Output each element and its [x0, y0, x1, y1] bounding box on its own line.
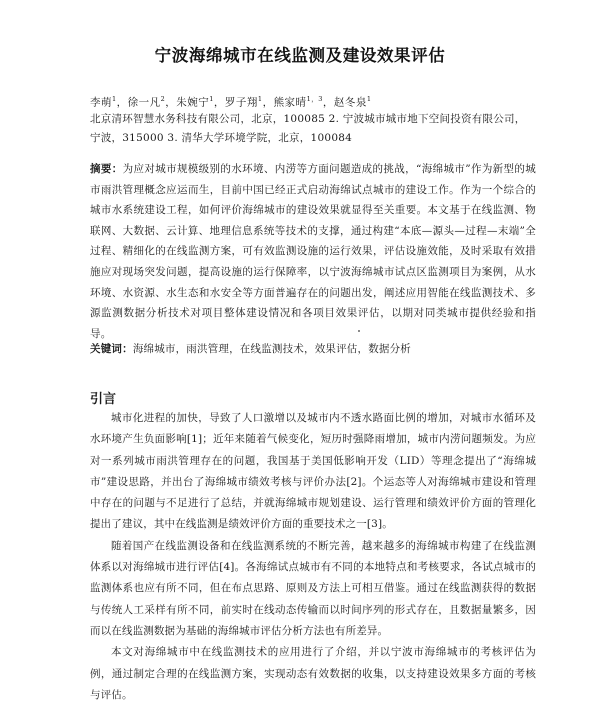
- author-separator: ，: [116, 96, 128, 109]
- speck-mark: [358, 330, 360, 332]
- keywords: [90, 341, 536, 356]
- paragraph: 本文对海绵城市中在线监测技术的应用进行了介绍，并以宁波市海绵城市的考核评估为例，通过制定合理的在线监测方案，实现动态有效数据的收集，以支持建设效果多方面的考核与评估。: [90, 646, 536, 701]
- author-name: 罗子翔: [224, 96, 258, 109]
- paper-title: 宁波海绵城市在线监测及建设效果评估: [154, 46, 446, 65]
- affiliation-line: 宁波，315000 3. 清华大学环境学院，北京，100084: [90, 132, 353, 144]
- author-affiliation-mark: 1: [257, 95, 263, 103]
- keywords-text: 海绵城市，雨洪管理，在线监测技术，效果评估，数据分析: [132, 343, 412, 355]
- author-affiliation-mark: 2: [160, 95, 166, 103]
- author-name: 赵冬泉: [333, 96, 367, 109]
- affiliation-line: 北京清环智慧水务科技有限公司，北京，100085 2. 宁波城市城市地下空间投资有限公司，: [90, 113, 526, 125]
- paragraph: 随着国产在线监测设备和在线监测系统的不断完善，越来越多的海绵城市构建了在线监测体系以对海绵城市进行评估[4]。各海绵试点城市有不同的本地特点和考核要求，各试点城市的监测体系也应有所不同，但在布点思路、原则及方法上可相互借鉴。通过在线监测获得的数据与传统人工采样有所不同，前实时在线动态传输而以时间序列的形式存在，且数据量繁多，因而以在线监测数据为基础的海绵城市评估分析方法也有所差异。: [90, 539, 536, 637]
- author-affiliation-mark: 1，3: [306, 95, 323, 103]
- author-separator: ，: [322, 96, 334, 109]
- author-list: [90, 94, 530, 110]
- abstract: [90, 159, 536, 344]
- author-separator: ，: [213, 96, 225, 109]
- section-heading: 引言: [90, 392, 117, 407]
- paragraph: 城市化进程的加快，导致了人口激增以及城市内不透水路面比例的增加，对城市水循环及水环境产生负面影响[1]；近年来随着气候变化，短历时强降雨增加，城市内涝问题频发。为应对一系列城市雨洪管理存在的问题，我国基于美国低影响开发（LID）等理念提出了“海绵城市”建设思路，并出台了海绵城市绩效考核与评价办法[2]。个运态等人对海绵城市建设和管理中存在的问题与不足进行了总结，并就海绵城市规划建设、运行管理和绩效评价方面的管理化提出了建议，其中在线监测是绩效评价方面的重要技术之一[3]。: [90, 412, 536, 531]
- author-separator: ，: [262, 96, 274, 109]
- author-affiliation-mark: 1: [209, 95, 214, 103]
- keywords-label: 关键词：: [90, 343, 133, 355]
- affiliations: [90, 110, 535, 148]
- author-affiliation-mark: 1: [112, 95, 117, 103]
- author-name: 熊家晴: [273, 96, 307, 109]
- abstract-text: 为应对城市规模级别的水环境、内涝等方面问题造成的挑战，“海绵城市”作为新型的城市雨洪管理概念应运而生，目前中国已经正式启动海绵试点城市的建设工作。作为一个综合的城市水系统建设工程，如何评价海绵城市的建设效果就显得至关重要。本文基于在线监测、物联网、大数据、云计算、地理信息系统等技术的支撑，通过构建“本底—源头—过程—末端”全过程、精细化的在线监测方案，可有效监测设施的运行效果，评估设施效能，及时采取有效措施应对现场突发问题，提高设施的运行保障率，以宁波海绵城市试点区监测项目为案例，从水环境、水资源、水生态和水安全等方面普遍存在的问题出发，阐述应用智能在线监测技术、多源监测数据分析技术对项目整体建设情况和各项目效果评估，以期对同类城市提供经验和指导。: [90, 163, 536, 340]
- author-affiliation-mark: 1: [366, 95, 372, 103]
- author-separator: ，: [165, 96, 177, 109]
- author-name: 徐一凡: [127, 96, 161, 109]
- body-text: [90, 408, 536, 706]
- author-name: 朱婉宁: [176, 96, 210, 109]
- author-name: 李萌: [90, 96, 112, 109]
- abstract-label: 摘要：: [90, 163, 123, 175]
